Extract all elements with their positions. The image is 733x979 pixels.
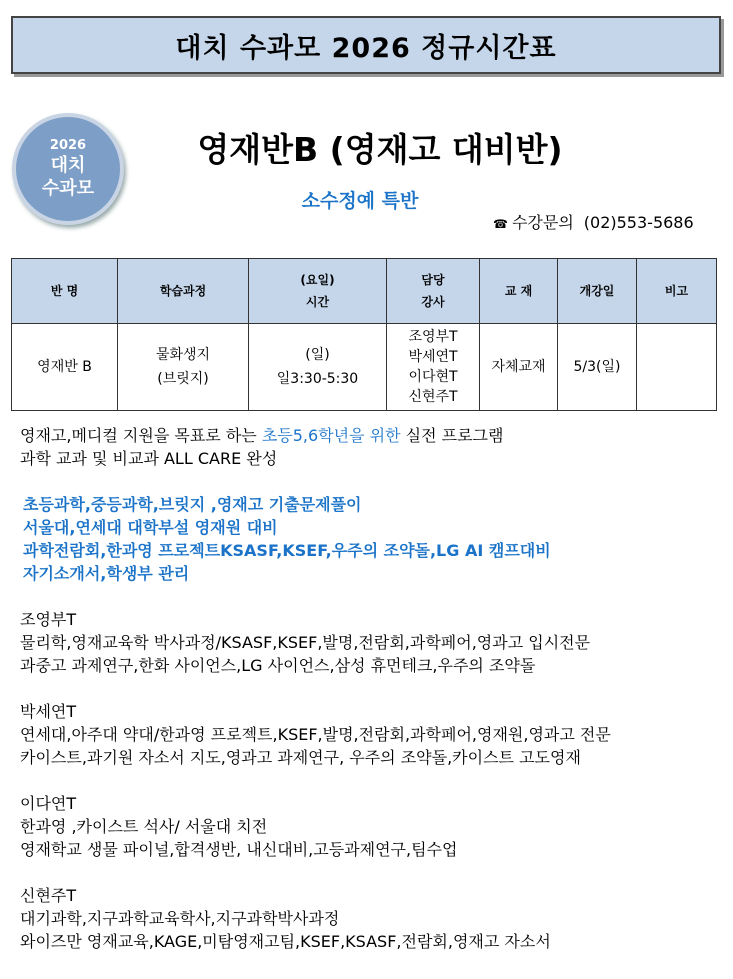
cell-course-1: 물화생지 xyxy=(155,347,211,363)
header-time xyxy=(249,259,387,324)
intro-text: 영재고,메디컬 지원을 목표로 하는 xyxy=(20,426,262,445)
teacher-name: 이다연T xyxy=(20,794,77,813)
teacher-bio: 물리학,영재교육학 박사과정/KSASF,KSEF,발명,전람회,과학페어,영과고 입시전문 xyxy=(20,633,591,652)
header-teacher xyxy=(387,259,480,324)
teacher-bio: 한과영 ,카이스트 석사/ 서울대 치전 xyxy=(20,817,268,836)
badge-line1: 대치 xyxy=(50,155,86,176)
schedule-table xyxy=(11,258,717,411)
teacher-bio: 과중고 과제연구,한화 사이언스,LG 사이언스,삼성 휴먼테크,우주의 조약돌 xyxy=(20,656,536,675)
cell-name: 영재반 B xyxy=(12,324,118,411)
cell-time-day: (일) xyxy=(305,347,330,363)
cell-teacher: 박세연T xyxy=(408,349,458,365)
header-time-day: (요일) xyxy=(300,273,335,287)
cell-teachers xyxy=(387,324,480,411)
class-title: 영재반B (영재고 대비반) xyxy=(197,130,563,169)
class-subtitle: 소수정예 특반 xyxy=(301,190,419,212)
header-name: 반 명 xyxy=(12,259,118,324)
cell-note xyxy=(637,324,717,411)
teacher-name: 신현주T xyxy=(20,886,77,905)
intro-line-1 xyxy=(20,424,720,447)
cell-book: 자체교재 xyxy=(480,324,558,411)
cell-course-2: (브릿지) xyxy=(157,371,209,387)
teacher-bio: 영재학교 생물 파이널,합격생반, 내신대비,고등과제연구,팀수업 xyxy=(20,840,458,859)
header-book: 교 재 xyxy=(480,259,558,324)
brand-badge xyxy=(12,113,124,225)
teacher-name: 박세연T xyxy=(20,702,77,721)
teacher-name: 조영부T xyxy=(20,610,77,629)
contact-phone: (02)553-5686 xyxy=(583,213,694,232)
table-header-row xyxy=(12,259,717,324)
teacher-bio: 대기과학,지구과학교육학사,지구과학박사과정 xyxy=(20,909,340,928)
page-header xyxy=(11,16,721,74)
cell-time-hours: 일3:30-5:30 xyxy=(276,371,359,387)
header-start: 개강일 xyxy=(558,259,637,324)
intro-line-2: 과학 교과 및 비교과 ALL CARE 완성 xyxy=(20,449,278,468)
cell-course xyxy=(118,324,249,411)
cell-teacher: 조영부T xyxy=(408,329,458,345)
header-note: 비고 xyxy=(637,259,717,324)
phone-icon: ☎ xyxy=(493,217,508,231)
teacher-bio: 와이즈만 영재교육,KAGE,미탐영재고팀,KSEF,KSASF,전람회,영재고 자소서 xyxy=(20,932,551,951)
description xyxy=(20,424,720,953)
highlight-item: 과학전람회,한과영 프로젝트KSASF,KSEF,우주의 조약돌,LG AI 캠프대비 xyxy=(23,541,551,560)
highlight-item: 서울대,연세대 대학부설 영재원 대비 xyxy=(23,518,278,537)
intro-highlight: 초등5,6학년을 위한 xyxy=(261,426,401,445)
highlight-item: 초등과학,중등과학,브릿지 ,영재고 기출문제풀이 xyxy=(23,495,362,514)
teacher-bio: 연세대,아주대 약대/한과영 프로젝트,KSEF,발명,전람회,과학페어,영재원,영과고 전문 xyxy=(20,725,611,744)
header-course: 학습과정 xyxy=(118,259,249,324)
cell-time xyxy=(249,324,387,411)
cell-teacher: 신현주T xyxy=(408,389,458,405)
cell-start: 5/3(일) xyxy=(558,324,637,411)
badge-year: 2026 xyxy=(49,138,87,153)
header-time-label: 시간 xyxy=(305,295,330,309)
intro-text: 실전 프로그램 xyxy=(400,426,504,445)
header-teacher-1: 담당 xyxy=(421,273,445,287)
cell-teacher: 이다현T xyxy=(408,369,458,385)
contact-label: 수강문의 xyxy=(511,213,574,232)
page-title: 대치 수과모 2026 정규시간표 xyxy=(175,32,557,64)
highlight-item: 자기소개서,학생부 관리 xyxy=(23,564,190,583)
badge-line2: 수과모 xyxy=(41,178,95,199)
header-teacher-2: 강사 xyxy=(421,295,445,309)
table-row xyxy=(12,324,717,411)
teacher-bio: 카이스트,과기원 자소서 지도,영과고 과제연구, 우주의 조약돌,카이스트 고도영재 xyxy=(20,748,581,767)
contact-info xyxy=(493,210,694,233)
